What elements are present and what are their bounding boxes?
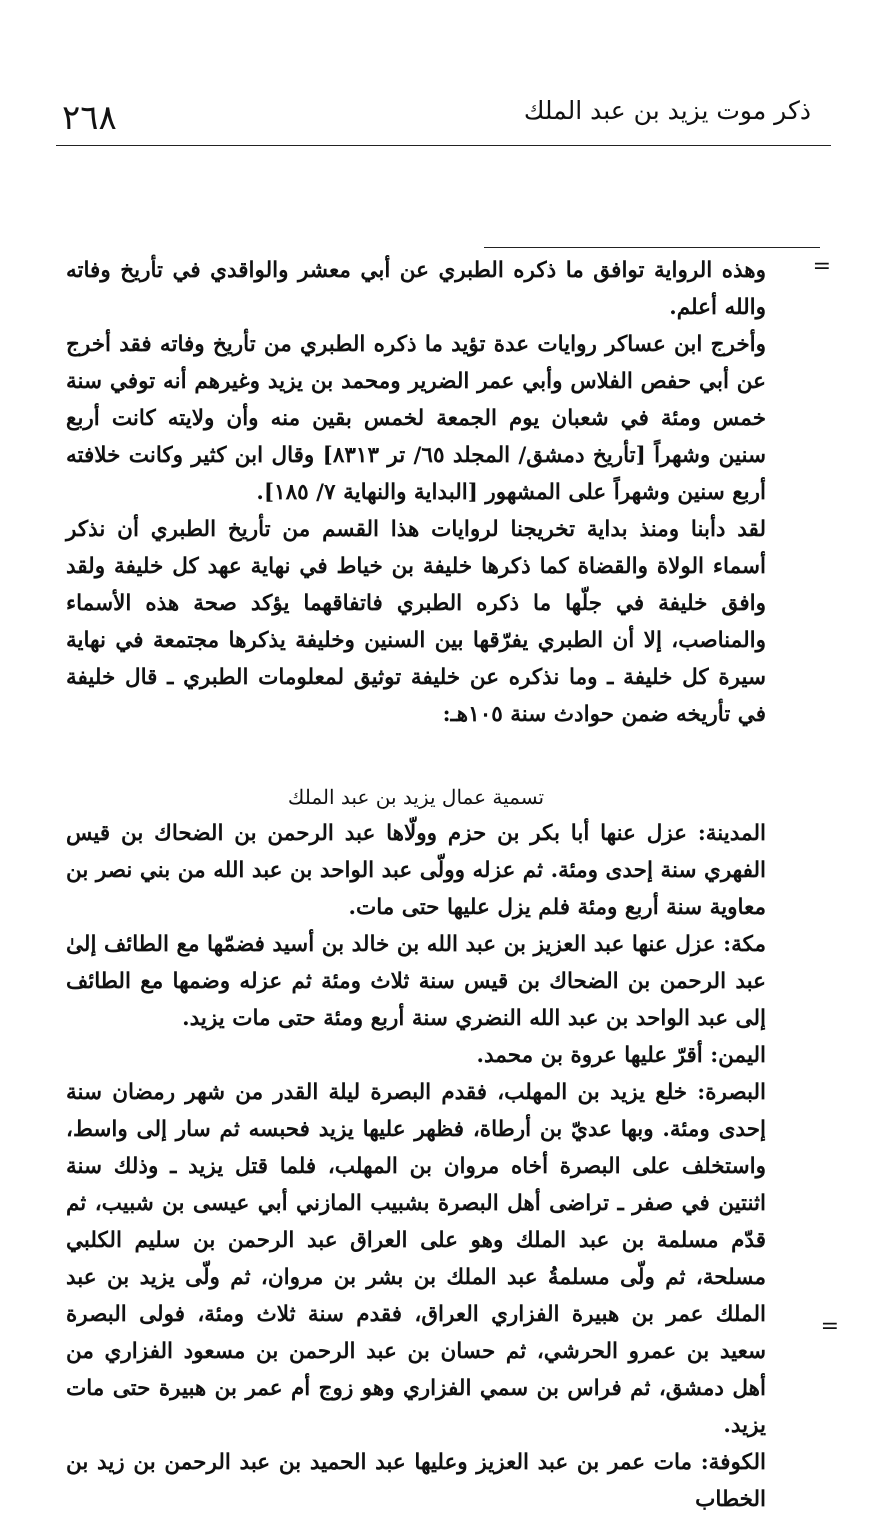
footnote-end-continuation-mark: = bbox=[820, 1314, 839, 1339]
running-title: ذكر موت يزيد بن عبد الملك bbox=[523, 96, 811, 125]
section-spacer bbox=[66, 733, 766, 771]
governor-entry-madina: المدينة: عزل عنها أبا بكر بن حزم وولّاها عبد الرحمن بن الضحاك بن قيس الفهري سنة إحدى ومئة. ثم عزله وولّى عبد الواحد بن عبد الله من بني نصر بن معاوية سنة أربع ومئة فلم يزل عليها حتى مات. bbox=[66, 821, 766, 920]
header-rule bbox=[56, 145, 831, 146]
footnote-paragraph: وهذه الرواية توافق ما ذكره الطبري عن أبي معشر والواقدي في تأريخ وفاته والله أعلم. bbox=[66, 258, 766, 320]
governor-entry-yemen: اليمن: أقرّ عليها عروة بن محمد. bbox=[476, 1043, 766, 1068]
governor-entry-kufa: الكوفة: مات عمر بن عبد العزيز وعليها عبد الحميد بن عبد الرحمن بن زيد بن الخطاب bbox=[66, 1450, 766, 1512]
footnote-continuation-mark: = bbox=[812, 254, 831, 279]
page-number: ٢٦٨ bbox=[62, 98, 117, 138]
governor-entry-basra: البصرة: خلع يزيد بن المهلب، فقدم البصرة ليلة القدر من شهر رمضان سنة إحدى ومئة. وبها عديّ بن أرطاة، فظهر عليها يزيد فحبسه ثم سار إلى واسط، واستخلف على البصرة أخاه مروان بن المهلب، فلما قتل يزيد ـ وذلك سنة اثنتين في صفر ـ تراضى أهل البصرة بشبيب المازني أبي عيسى بن شبيب، ثم قدّم مسلمة بن عبد الملك وهو على العراق عبد الرحمن بن سليم الكلبي مسلحة، ثم ولّى مسلمةُ عبد الملك بن بشر بن مروان، ثم ولّى يزيد بن عبد الملك عمر بن هبيرة الفزاري العراق، فقدم سنة ثلاث ومئة، فولى البصرة سعيد بن عمرو الحرشي، ثم حسان بن عبد الرحمن بن مسعود الفزاري من أهل دمشق، ثم فراس بن سمي الفزاري وهو زوج أم عمر بن هبيرة حتى مات يزيد. bbox=[66, 1080, 766, 1438]
footnote-body bbox=[66, 252, 766, 1518]
footnote-paragraph: لقد دأبنا ومنذ بداية تخريجنا لروايات هذا القسم من تأريخ الطبري أن نذكر أسماء الولاة والقضاة كما ذكرها خليفة بن خياط في نهاية عهد كل خليفة ولقد وافق خليفة في جلّها ما ذكره الطبري فاتفاقهما يؤكد صحة هذه الأسماء والمناصب، إلا أن الطبري يفرّقها بين السنين وخليفة يذكرها مجتمعة في نهاية سيرة كل خليفة ـ وما نذكره عن خليفة توثيق لمعلومات الطبري ـ قال خليفة في تأريخه ضمن حوادث سنة ١٠٥هـ: bbox=[66, 517, 766, 727]
governor-entry-makkah: مكة: عزل عنها عبد العزيز بن عبد الله بن خالد بن أسيد فضمّها مع الطائف إلىٰ عبد الرحمن بن الضحاك بن قيس سنة ثلاث ومئة ثم عزله وضمها مع الطائف إلى عبد الواحد بن عبد الله النضري سنة أربع ومئة حتى مات يزيد. bbox=[66, 932, 766, 1031]
footnote-paragraph: وأخرج ابن عساكر روايات عدة تؤيد ما ذكره الطبري من تأريخ وفاته فقد أخرج عن أبي حفص الفلاس وأبي عمر الضرير ومحمد بن يزيد وغيرهم أنه توفي سنة خمس ومئة في شعبان يوم الجمعة لخمس بقين منه وأن ولايته كانت أربع سنين وشهراً [تأريخ دمشق/ المجلد ٦٥/ تر ٨٣١٣] وقال ابن كثير وكانت خلافته أربع سنين وشهراً على المشهور [البداية والنهاية ٧/ ١٨٥]. bbox=[66, 332, 767, 505]
footnote-separator-rule bbox=[484, 247, 820, 248]
section-heading: تسمية عمال يزيد بن عبد الملك bbox=[287, 785, 545, 809]
